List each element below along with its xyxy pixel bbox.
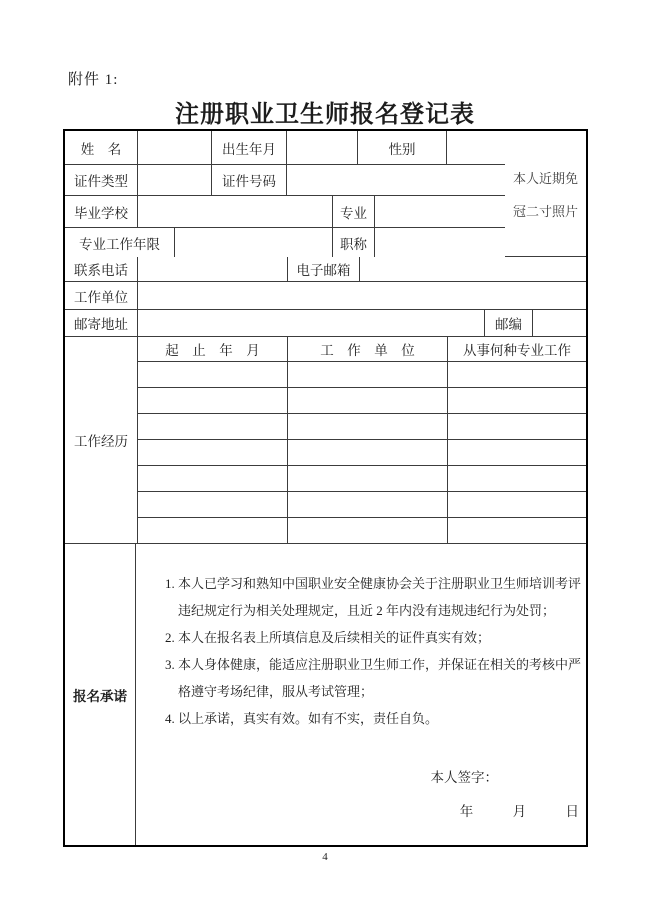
field-id-type-label: 证件类型 [65, 165, 138, 195]
date-month-label: 月 [512, 804, 527, 819]
date-day-label: 日 [565, 804, 579, 819]
work-history-empty-cell [138, 466, 288, 491]
field-employer-label: 工作单位 [65, 282, 138, 309]
work-history-col-profession: 从事何种专业工作 [463, 343, 571, 358]
field-postal-code-value-cell [533, 310, 586, 336]
field-major-label: 专业 [333, 196, 375, 227]
signature-label: 本人签字： [430, 770, 498, 785]
work-history-table [138, 337, 586, 544]
field-name-label: 姓 名 [65, 131, 138, 164]
work-history-empty-cell [288, 518, 448, 543]
work-history-empty-row [138, 362, 586, 388]
row-employer [65, 282, 586, 310]
work-history-empty-cell [288, 414, 448, 439]
attachment-label: 附件 1: [68, 72, 119, 88]
row-school-major [65, 196, 505, 228]
page-title: 注册职业卫生师报名登记表 [175, 102, 475, 128]
row-id [65, 165, 505, 196]
field-postal-code-label: 邮编 [485, 310, 533, 336]
work-history-empty-cell [448, 388, 586, 413]
work-history-section [65, 337, 586, 544]
commitment-section [65, 544, 586, 845]
field-birth-date-value-cell [287, 131, 358, 164]
work-history-empty-cell [288, 440, 448, 465]
work-history-empty-cell [448, 440, 586, 465]
field-professional-years-label: 专业工作年限 [65, 228, 175, 257]
photo-box [505, 131, 586, 257]
work-history-empty-row [138, 466, 586, 492]
photo-note-line1: 本人近期免 [512, 170, 578, 186]
field-phone-label: 联系电话 [65, 257, 138, 281]
work-history-col-employer: 工 作 单 位 [288, 337, 448, 361]
work-history-header-row [138, 337, 586, 362]
work-history-empty-cell [138, 414, 288, 439]
row-address [65, 310, 586, 337]
field-professional-years-value-cell [175, 228, 333, 257]
work-history-empty-row [138, 518, 586, 544]
commitment-content [136, 544, 586, 845]
field-email-value-cell [360, 257, 586, 281]
field-job-title-label: 职称 [333, 228, 375, 257]
field-mailing-address-label: 邮寄地址 [65, 310, 138, 336]
work-history-empty-cell [448, 414, 586, 439]
field-phone-value-cell [138, 257, 288, 281]
field-job-title-value-cell [375, 228, 505, 257]
work-history-col-dates: 起 止 年 月 [138, 337, 288, 361]
field-graduate-school-value-cell [138, 196, 333, 227]
work-history-label: 工作经历 [65, 337, 138, 544]
work-history-empty-cell [138, 492, 288, 517]
page-number: 4 [322, 851, 328, 863]
info-top-block [65, 131, 586, 257]
field-birth-date-label: 出生年月 [212, 131, 287, 164]
work-history-empty-cell [138, 518, 288, 543]
registration-form-table [63, 129, 588, 847]
field-gender-label: 性别 [358, 131, 447, 164]
date-year-label: 年 [459, 804, 474, 819]
work-history-rows [138, 362, 586, 544]
row-years-title [65, 228, 505, 257]
date-placeholder-line [148, 800, 586, 820]
commitment-item: 1. 本人已学习和熟知中国职业安全健康协会关于注册职业卫生师培训考评违纪规定行为相关处理规定，且近 2 年内没有违规违纪行为处罚； [178, 570, 586, 624]
work-history-empty-cell [448, 362, 586, 387]
work-history-empty-row [138, 492, 586, 518]
work-history-empty-row [138, 440, 586, 466]
field-major-value-cell [375, 196, 505, 227]
work-history-empty-cell [448, 518, 586, 543]
field-name-value-cell [138, 131, 212, 164]
work-history-empty-cell [288, 388, 448, 413]
field-id-type-value-cell [138, 165, 212, 195]
commitment-item: 2. 本人在报名表上所填信息及后续相关的证件真实有效； [178, 624, 586, 651]
work-history-empty-cell [138, 388, 288, 413]
commitment-label: 报名承诺 [65, 544, 136, 845]
field-email-label: 电子邮箱 [288, 257, 360, 281]
field-graduate-school-label: 毕业学校 [65, 196, 138, 227]
field-employer-value-cell [138, 282, 586, 309]
commitment-list [148, 570, 586, 732]
work-history-empty-cell [448, 492, 586, 517]
commitment-item: 4. 以上承诺，真实有效。如有不实，责任自负。 [178, 705, 586, 732]
work-history-empty-row [138, 414, 586, 440]
work-history-empty-cell [288, 466, 448, 491]
row-phone-email [65, 257, 586, 282]
field-id-number-label: 证件号码 [212, 165, 287, 195]
work-history-empty-row [138, 388, 586, 414]
row-name-birth-gender [65, 131, 505, 165]
photo-note-line2: 冠二寸照片 [512, 203, 578, 219]
work-history-empty-cell [288, 362, 448, 387]
field-gender-value-cell [447, 131, 505, 164]
work-history-empty-cell [288, 492, 448, 517]
work-history-empty-cell [138, 362, 288, 387]
info-top-left [65, 131, 505, 257]
work-history-empty-cell [448, 466, 586, 491]
work-history-empty-cell [138, 440, 288, 465]
field-id-number-value-cell [287, 165, 505, 195]
commitment-item: 3. 本人身体健康，能适应注册职业卫生师工作，并保证在相关的考核中严格遵守考场纪律，服从考试管理； [178, 651, 586, 705]
field-mailing-address-value-cell [138, 310, 485, 336]
